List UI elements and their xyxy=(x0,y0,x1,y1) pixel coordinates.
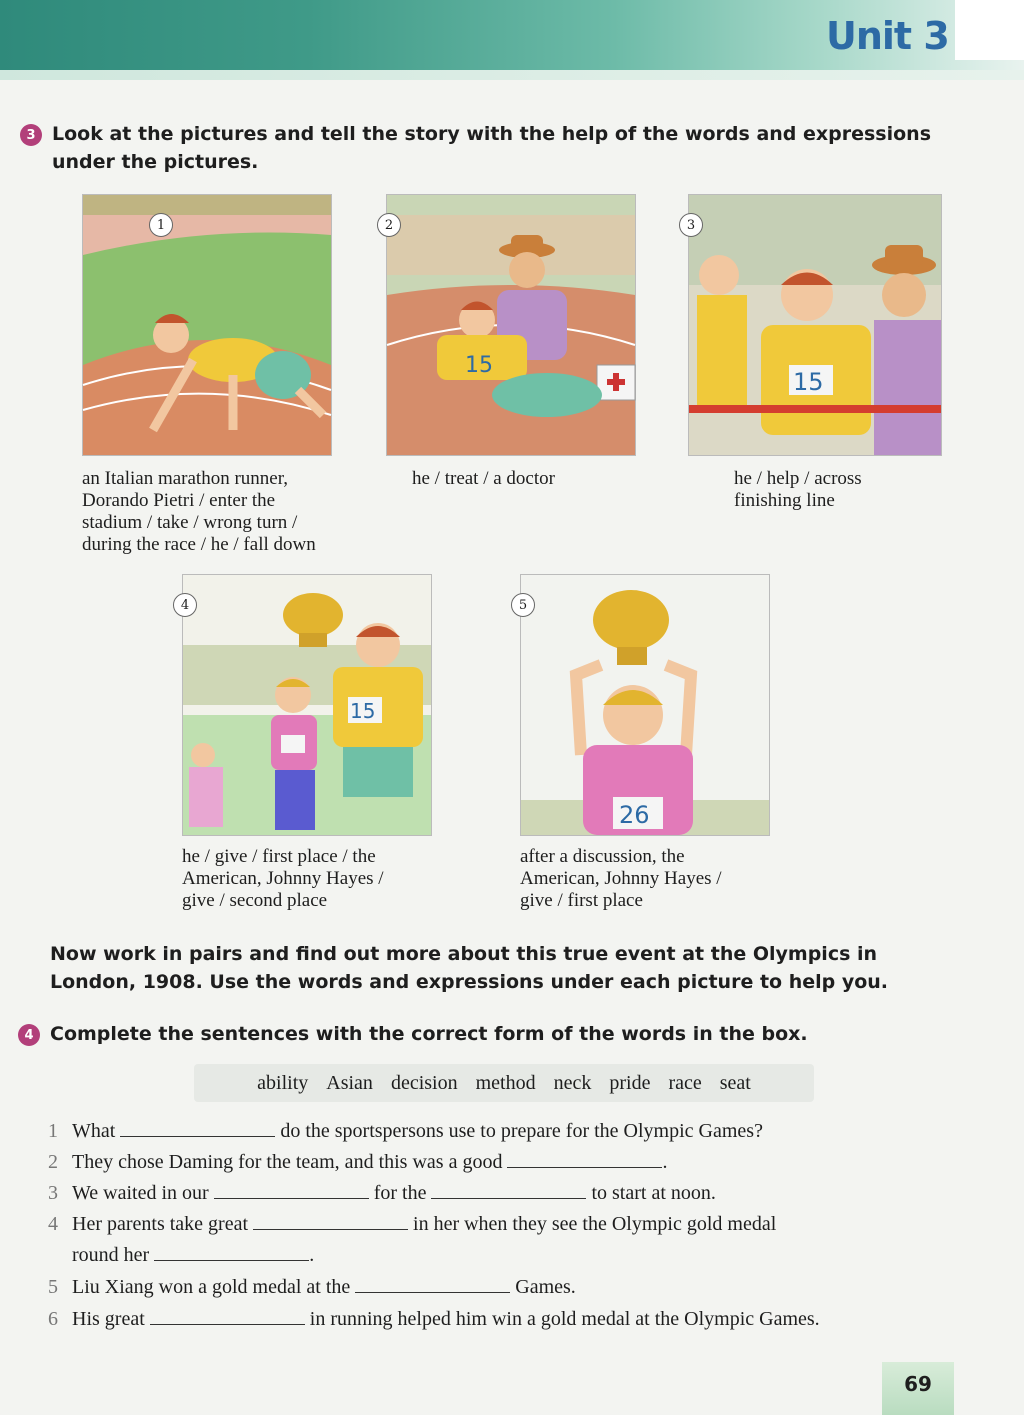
picture-2-number: 2 xyxy=(377,213,401,237)
sentence-number: 1 xyxy=(48,1120,58,1142)
answer-blank[interactable] xyxy=(120,1118,275,1137)
picture-3-number: 3 xyxy=(679,213,703,237)
sentence-text: . xyxy=(662,1151,668,1173)
answer-blank[interactable] xyxy=(507,1149,662,1168)
sentence-text: We waited in our xyxy=(72,1182,209,1204)
sentence-4 xyxy=(48,1209,978,1240)
sentence-text: to start at noon. xyxy=(591,1182,716,1204)
sentence-3 xyxy=(48,1178,716,1209)
sentence-text: Liu Xiang won a gold medal at the xyxy=(72,1276,351,1298)
sentence-text: They chose Daming for the team, and this was a good xyxy=(72,1151,503,1173)
sentence-text: in running helped him win a gold medal at the Olympic Games. xyxy=(309,1308,820,1330)
instruction-line-2: under the pictures. xyxy=(52,151,259,173)
sentence-text: Her parents take great xyxy=(72,1213,249,1235)
word-item: method xyxy=(475,1071,536,1094)
answer-blank[interactable] xyxy=(355,1274,510,1293)
sentence-5 xyxy=(48,1272,576,1303)
sentence-text: Games. xyxy=(515,1276,576,1298)
word-item: ability xyxy=(257,1071,309,1094)
sentence-number: 2 xyxy=(48,1151,58,1173)
pairwork-line-2: London, 1908. Use the words and expressions under each picture to help you. xyxy=(50,971,889,993)
picture-5-johnny-hayes-trophy xyxy=(520,574,770,836)
svg-text:15: 15 xyxy=(465,353,493,378)
picture-1-number: 1 xyxy=(149,213,173,237)
sentence-4-continued xyxy=(48,1240,314,1271)
svg-text:15: 15 xyxy=(793,368,824,396)
picture-2-doctor-treats xyxy=(386,194,636,456)
exercise-3-badge: 3 xyxy=(20,124,42,146)
exercise-4-badge: 4 xyxy=(18,1024,40,1046)
sentence-text: His great xyxy=(72,1308,145,1330)
answer-blank[interactable] xyxy=(214,1180,369,1199)
sentence-text: do the sportspersons use to prepare for the Olympic Games? xyxy=(280,1120,763,1142)
sentence-2 xyxy=(48,1147,667,1178)
sentence-text: round her xyxy=(72,1244,150,1266)
sentence-text: in her when they see the Olympic gold medal xyxy=(413,1213,777,1235)
picture-2-caption: he / treat / a doctor xyxy=(412,468,555,489)
sentence-text: . xyxy=(309,1244,315,1266)
picture-4-number: 4 xyxy=(173,593,197,617)
exercise-3-instruction xyxy=(52,120,972,176)
word-item: Asian xyxy=(326,1071,373,1094)
picture-5-caption: after a discussion, the American, Johnny Hayes / give / first place xyxy=(520,846,722,911)
svg-text:15: 15 xyxy=(350,699,376,723)
sentence-text: for the xyxy=(373,1182,427,1204)
unit-title: Unit 3 xyxy=(826,14,949,58)
page-number: 69 xyxy=(882,1362,954,1415)
sentence-1 xyxy=(48,1116,763,1147)
word-item: race xyxy=(668,1071,702,1094)
picture-5-number: 5 xyxy=(511,593,535,617)
pairwork-line-1: Now work in pairs and find out more about this true event at the Olympics in xyxy=(50,943,878,965)
answer-blank[interactable] xyxy=(431,1180,586,1199)
picture-1-runner-falls xyxy=(82,194,332,456)
sentence-number: 3 xyxy=(48,1182,58,1204)
word-item: neck xyxy=(553,1071,592,1094)
picture-4-caption: he / give / first place / the American, Johnny Hayes / give / second place xyxy=(182,846,384,911)
unit-corner-box xyxy=(955,0,1024,60)
picture-4-first-and-second-place xyxy=(182,574,432,836)
picture-3-helped-across-line xyxy=(688,194,942,456)
picture-3-caption: he / help / across finishing line xyxy=(734,468,862,511)
pairwork-instruction xyxy=(50,940,980,996)
sentence-number: 6 xyxy=(48,1308,58,1330)
answer-blank[interactable] xyxy=(154,1242,309,1261)
sentence-number: 5 xyxy=(48,1276,58,1298)
picture-1-caption: an Italian marathon runner, Dorando Pietri / enter the stadium / take / wrong turn / during the race / he / fall down xyxy=(82,468,316,555)
answer-blank[interactable] xyxy=(150,1306,305,1325)
sentence-6 xyxy=(48,1304,820,1335)
sentence-number: 4 xyxy=(48,1213,58,1235)
word-box xyxy=(194,1064,814,1102)
answer-blank[interactable] xyxy=(253,1211,408,1230)
exercise-4-instruction: Complete the sentences with the correct form of the words in the box. xyxy=(50,1023,808,1045)
word-item: pride xyxy=(609,1071,651,1094)
instruction-line-1: Look at the pictures and tell the story with the help of the words and expressions xyxy=(52,123,932,145)
sentence-text: What xyxy=(72,1120,116,1142)
word-item: seat xyxy=(719,1071,751,1094)
svg-text:26: 26 xyxy=(619,801,650,829)
word-item: decision xyxy=(390,1071,458,1094)
